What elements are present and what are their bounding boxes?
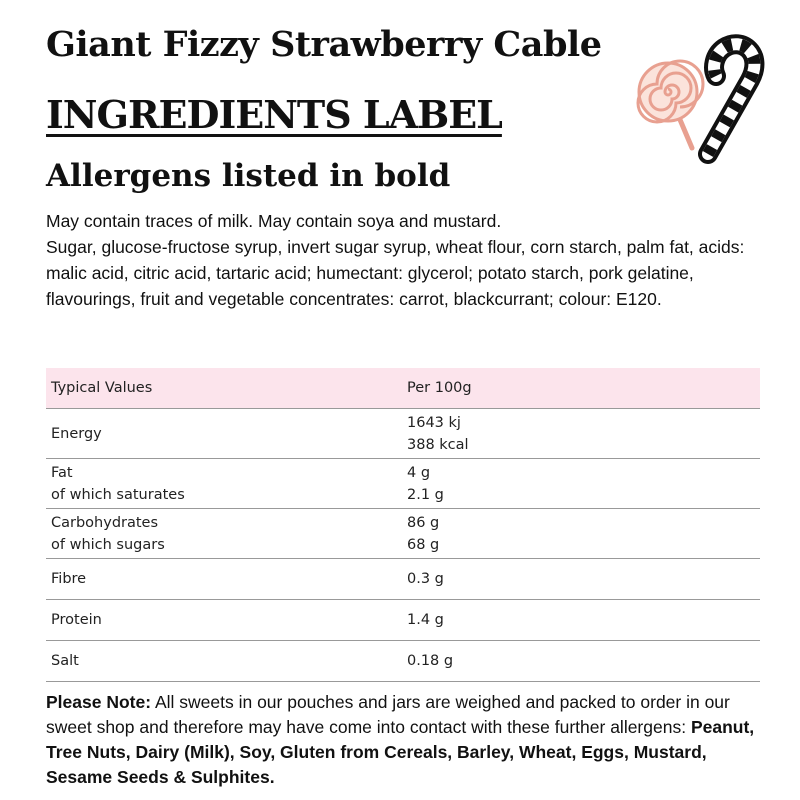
table-row — [46, 409, 760, 459]
nutrient-name: Carbohydrates — [51, 514, 159, 531]
nutrient-name: Protein — [51, 612, 102, 628]
ingredients-label-heading: INGREDIENTS LABEL — [46, 92, 502, 137]
nutrient-name: Salt — [51, 653, 79, 669]
note-allergens: Peanut, Tree Nuts, Dairy (Milk), Soy, Gluten from Cereals, Barley, Wheat, Eggs, Mustard, Sesame Seeds & Sulphites. — [46, 717, 755, 787]
candy-cane-icon — [708, 44, 754, 154]
table-row — [46, 600, 760, 641]
value-line: 0.3 g — [407, 571, 444, 587]
table-row — [46, 559, 760, 600]
ingredients-list: Sugar, glucose-fructose syrup, invert sugar syrup, wheat flour, corn starch, palm fat, acids: malic acid, citric acid, tartaric acid; humectant: glycerol; potato starch, pork gelatine, flavourings, fruit and vegetable concentrates: carrot, blackcurrant; colour: E120. — [46, 237, 745, 309]
nutrition-table — [46, 368, 760, 682]
nutrient-label — [46, 409, 402, 459]
lollipop-icon — [638, 61, 703, 148]
nutrient-value — [402, 509, 760, 559]
note-text: All sweets in our pouches and jars are weighed and packed to order in our sweet shop and therefore may have come into contact with these further allergens: — [46, 692, 730, 737]
value-line: 0.18 g — [407, 653, 454, 669]
nutrient-label — [46, 600, 402, 641]
table-row — [46, 459, 760, 509]
allergen-note — [46, 690, 766, 790]
allergens-subheading: Allergens listed in bold — [46, 158, 451, 194]
value-line: 388 kcal — [407, 436, 469, 453]
sweets-illustration — [630, 30, 770, 166]
value-line: 2.1 g — [407, 486, 444, 503]
nutrition-header-row — [46, 368, 760, 409]
product-title: Giant Fizzy Strawberry Cable — [46, 24, 602, 65]
nutrient-name: Energy — [51, 425, 102, 442]
nutrient-subname: of which sugars — [51, 536, 165, 553]
column-header-per-100g: Per 100g — [402, 368, 760, 409]
ingredients-block — [46, 208, 758, 312]
nutrient-name: Fat — [51, 464, 73, 481]
table-row — [46, 641, 760, 682]
nutrient-name: Fibre — [51, 571, 87, 587]
nutrient-label — [46, 641, 402, 682]
note-lead: Please Note: — [46, 692, 152, 712]
sweets-svg — [630, 30, 770, 166]
value-line: 4 g — [407, 464, 431, 481]
nutrient-value — [402, 409, 760, 459]
nutrient-value — [402, 600, 760, 641]
nutrient-label — [46, 509, 402, 559]
nutrient-label — [46, 559, 402, 600]
value-line: 86 g — [407, 514, 440, 531]
column-header-typical-values: Typical Values — [46, 368, 402, 409]
nutrient-subname: of which saturates — [51, 486, 185, 503]
nutrient-value — [402, 459, 760, 509]
traces-statement: May contain traces of milk. May contain soya and mustard. — [46, 211, 502, 231]
nutrient-label — [46, 459, 402, 509]
nutrient-value — [402, 559, 760, 600]
value-line: 1.4 g — [407, 612, 444, 628]
value-line: 1643 kj — [407, 414, 461, 431]
table-row — [46, 509, 760, 559]
nutrient-value — [402, 641, 760, 682]
value-line: 68 g — [407, 536, 440, 553]
